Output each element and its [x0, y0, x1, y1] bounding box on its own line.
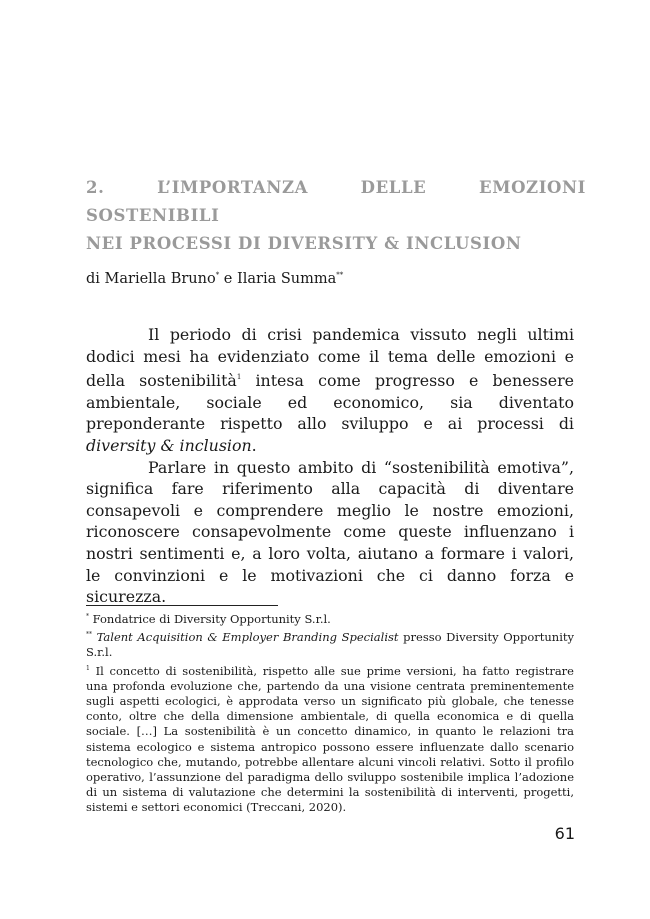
- author-2-footnote-mark: **: [336, 271, 344, 279]
- byline-connector: e: [219, 271, 238, 287]
- paragraph-2: Parlare in questo ambito di “sostenibilità emotiva”, significa fare riferimento alla capacità di diventare consapevoli e comprendere meglio le nostre emozioni, riconoscere consapevolmente come queste influenzano i nostri sentimenti e, a loro volta, aiutano a formare i valori, le convinzioni e le motivazioni che ci danno forza e sicurezza.: [86, 457, 574, 607]
- paragraph-1-text-a: Il periodo di crisi pandemica vissuto negli ultimi dodici mesi ha evidenziato come il tema delle emozioni e della sostenibilità: [86, 325, 574, 391]
- paragraph-1-end: .: [251, 435, 257, 455]
- footnote-2: [86, 627, 574, 660]
- author-1-footnote-mark: *: [215, 271, 220, 279]
- paragraph-1: [86, 324, 574, 457]
- chapter-title-line-2: NEI PROCESSI DI DIVERSITY & INCLUSION: [86, 234, 522, 253]
- footnote-3-text: Il concetto di sostenibilità, rispetto alle sue prime versioni, ha fatto registrare una profonda evoluzione che, partendo da una visione centrata preminentemente sugli aspetti ecologici, è approdata verso un significato più globale, che tenesse conto, oltre che della dimensione ambientale, di quella economica e di quella sociale. […] La sostenibilità è un concetto dinamico, in quanto le relazioni tra sistema ecologico e sistema antropico possono essere influenzate dallo scenario tecnologico che, mutando, potrebbe allentare alcuni vincoli relativi. Sotto il profilo operativo, l’assunzione del paradigma dello sviluppo sostenibile implica l’adozione di un sistema di valutazione che determini la sostenibilità di interventi, progetti, sistemi e settori economici (Treccani, 2020).: [86, 663, 574, 815]
- footnote-3: [86, 661, 574, 816]
- author-name-2: Ilaria Summa: [237, 271, 337, 287]
- author-name-1: Mariella Bruno: [104, 271, 216, 287]
- chapter-title: [86, 174, 586, 258]
- footnotes: [86, 609, 574, 816]
- paragraph-1-text-b: intesa come progresso e benessere ambientale, sociale ed economico, sia diventato preponderante rispetto allo sviluppo e ai processi di: [86, 371, 574, 434]
- footnote-separator: [86, 605, 278, 606]
- paragraph-1-italic: diversity & inclusion: [86, 435, 252, 455]
- byline-prefix: di: [86, 271, 105, 287]
- footnote-2-mark: **: [86, 631, 92, 639]
- author-byline: [86, 265, 343, 289]
- body-text: [86, 324, 574, 608]
- chapter-title-line-1: 2. L’IMPORTANZA DELLE EMOZIONI SOSTENIBILI: [86, 178, 586, 225]
- footnote-2-text: presso Diversity Opportunity S.r.l.: [86, 630, 574, 660]
- footnote-3-mark: 1: [86, 664, 90, 672]
- footnote-1: [86, 609, 574, 627]
- footnote-ref-1: 1: [236, 373, 242, 382]
- footnote-1-text: Fondatrice di Diversity Opportunity S.r.l.: [89, 612, 331, 626]
- footnote-2-italic: Talent Acquisition & Employer Branding Specialist: [92, 630, 399, 645]
- footnote-1-mark: *: [86, 613, 89, 620]
- page-number: 61: [554, 824, 575, 843]
